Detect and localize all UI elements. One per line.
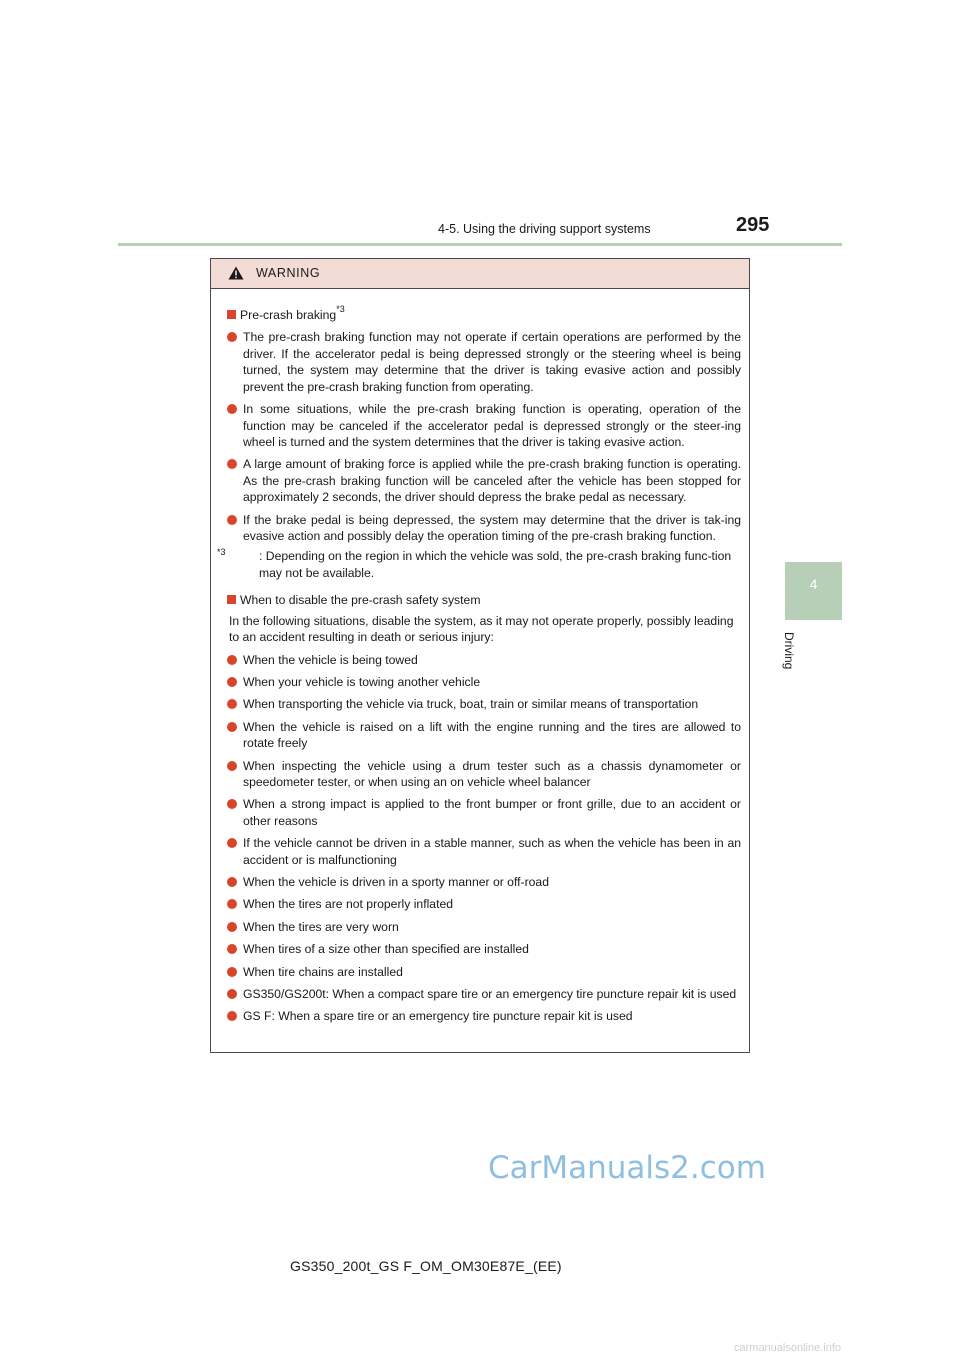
watermark-logo[interactable]: CarManuals2.com xyxy=(488,1150,766,1186)
bullet-item xyxy=(227,835,743,868)
warning-header xyxy=(211,259,749,289)
warning-title: WARNING xyxy=(256,266,321,280)
bullet-text: When the tires are very worn xyxy=(243,919,399,934)
circle-bullet-icon xyxy=(227,799,237,809)
bullet-item xyxy=(227,401,743,450)
bullet-text: In some situations, while the pre-crash braking function is operating, operation of the function may be canceled if the accelerator pedal is depressed strongly or the steer-ing wheel is turned and the system determines that the driver is taking evasive action. xyxy=(243,402,741,449)
bullet-text: The pre-crash braking function may not operate if certain operations are performed by the driver. If the accelerator pedal is being depressed strongly or the steering wheel is being turned, the system may determine that the driver is taking evasive action and possibly prevent the pre-crash braking function from operating. xyxy=(243,330,741,394)
bullet-text: When tires of a size other than specified are installed xyxy=(243,942,529,957)
bullet-item xyxy=(227,512,743,545)
bullet-item xyxy=(227,674,743,690)
bullet-text: When the vehicle is raised on a lift with the engine running and the tires are allowed to rotate freely xyxy=(243,719,741,751)
bullet-item xyxy=(227,456,743,505)
circle-bullet-icon xyxy=(227,404,237,414)
chapter-tab[interactable] xyxy=(785,562,842,620)
bullet-text: A large amount of braking force is applied while the pre-crash braking function is operating. As the pre-crash braking function will be canceled after the vehicle has been stopped for approximately 2 seconds, the driver should depress the brake pedal as necessary. xyxy=(243,457,741,505)
chapter-tab-number: 4 xyxy=(809,576,818,592)
circle-bullet-icon xyxy=(227,515,237,525)
circle-bullet-icon xyxy=(227,967,237,977)
circle-bullet-icon xyxy=(227,677,237,687)
circle-bullet-icon xyxy=(227,877,237,887)
circle-bullet-icon xyxy=(227,899,237,909)
bullet-text: When transporting the vehicle via truck, boat, train or similar means of transportation xyxy=(243,697,699,712)
circle-bullet-icon xyxy=(227,459,237,469)
bullet-item xyxy=(227,696,743,712)
footnote xyxy=(217,547,743,582)
circle-bullet-icon xyxy=(227,722,237,732)
circle-bullet-icon xyxy=(227,332,237,342)
bullet-item xyxy=(227,874,743,890)
bullet-item xyxy=(227,329,743,395)
page-number: 295 xyxy=(736,214,770,236)
bullet-text: When the tires are not properly inflated xyxy=(243,897,454,912)
circle-bullet-icon xyxy=(227,699,237,709)
square-bullet-icon xyxy=(227,310,236,319)
bullet-text: When tire chains are installed xyxy=(243,964,403,979)
footnote-text: : Depending on the region in which the vehicle was sold, the pre-crash braking func-tion may not be available. xyxy=(259,549,732,581)
circle-bullet-icon xyxy=(227,989,237,999)
bullet-text: If the vehicle cannot be driven in a stable manner, such as when the vehicle has been in an accident or is malfunctioning xyxy=(243,836,741,867)
footnote-mark-text: *3 xyxy=(217,547,226,558)
pre-crash-bullets xyxy=(227,329,743,544)
document-code: GS350_200t_GS F_OM_OM30E87E_(EE) xyxy=(290,1258,562,1274)
warning-triangle-icon xyxy=(228,266,244,280)
bullet-text: When the vehicle is driven in a sporty manner or off-road xyxy=(243,875,549,890)
pre-crash-heading-text: Pre-crash braking xyxy=(240,308,337,323)
bullet-text: When a strong impact is applied to the front bumper or front grille, due to an accident or other reasons xyxy=(243,797,741,828)
circle-bullet-icon xyxy=(227,761,237,771)
page-header xyxy=(0,0,960,250)
watermark-small[interactable]: carmanualsonline.info xyxy=(734,1342,842,1354)
circle-bullet-icon xyxy=(227,1011,237,1021)
bullet-text: When the vehicle is being towed xyxy=(243,652,418,667)
circle-bullet-icon xyxy=(227,838,237,848)
square-bullet-icon xyxy=(227,595,236,604)
circle-bullet-icon xyxy=(227,922,237,932)
bullet-item xyxy=(227,919,743,935)
header-rule xyxy=(118,243,842,246)
bullet-item xyxy=(227,1008,743,1024)
bullet-text: If the brake pedal is being depressed, the system may determine that the driver is tak-ing evasive action and possibly delay the operation timing of the pre-crash braking function. xyxy=(243,512,741,543)
section-title: 4-5. Using the driving support systems xyxy=(438,222,651,236)
bullet-item xyxy=(227,719,743,752)
chapter-tab-label-text: Driving xyxy=(782,632,796,670)
footnote-mark xyxy=(217,544,226,565)
bullet-item xyxy=(227,964,743,980)
bullet-item xyxy=(227,896,743,912)
circle-bullet-icon xyxy=(227,944,237,954)
bullet-text: GS F: When a spare tire or an emergency tire puncture repair kit is used xyxy=(243,1009,633,1024)
circle-bullet-icon xyxy=(227,655,237,665)
warning-box xyxy=(210,258,750,1053)
disable-lead: In the following situations, disable the system, as it may not operate properly, possibly leading to an accident resulting in death or serious injury: xyxy=(229,613,734,645)
warning-body xyxy=(211,289,749,1025)
bullet-text: When your vehicle is towing another vehicle xyxy=(243,674,481,689)
bullet-item xyxy=(227,758,743,791)
bullet-text: When inspecting the vehicle using a drum tester such as a chassis dynamometer or speedometer tester, or when using an on vehicle wheel balancer xyxy=(243,758,741,789)
disable-bullets xyxy=(227,652,743,1025)
bullet-item xyxy=(227,986,743,1002)
chapter-tab-label xyxy=(776,632,816,692)
pre-crash-heading-sup: *3 xyxy=(336,304,345,314)
pre-crash-heading xyxy=(227,303,743,323)
bullet-text: GS350/GS200t: When a compact spare tire or an emergency tire puncture repair kit is used xyxy=(243,987,737,1002)
bullet-item xyxy=(227,796,743,829)
disable-heading-text: When to disable the pre-crash safety system xyxy=(240,593,481,608)
bullet-item xyxy=(227,652,743,668)
disable-heading xyxy=(227,592,743,608)
bullet-item xyxy=(227,941,743,957)
